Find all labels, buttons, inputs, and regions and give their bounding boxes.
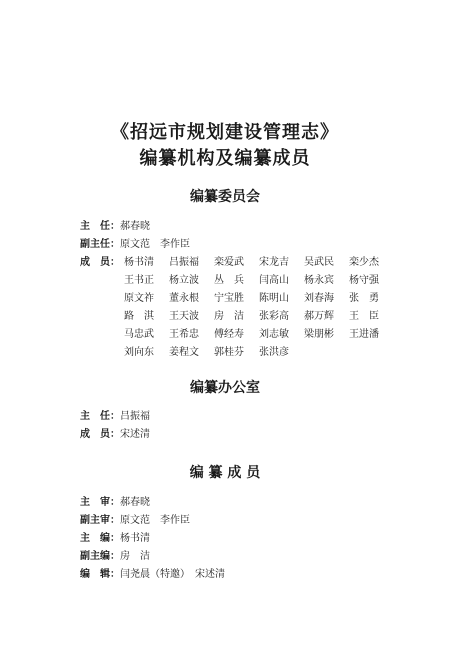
member-name: 张彩高 bbox=[259, 311, 289, 322]
member-name: 张洪彦 bbox=[259, 347, 289, 358]
committee-vice-label: 副主任： bbox=[80, 239, 120, 250]
member-name: 宁宝胜 bbox=[214, 293, 244, 304]
member-name: 刘志敏 bbox=[259, 329, 289, 340]
committee-director: 郝春晓 bbox=[120, 221, 150, 232]
member-name: 杨永宾 bbox=[304, 275, 334, 286]
committee-members-row bbox=[80, 257, 120, 269]
committee-heading: 编纂委员会 bbox=[190, 189, 260, 205]
member-name: 姜程文 bbox=[169, 347, 199, 358]
member-name: 陈明山 bbox=[259, 293, 289, 304]
members-row bbox=[124, 275, 394, 287]
editors-compile-label: 编 辑： bbox=[80, 569, 120, 580]
editors-editor: 杨书清 bbox=[120, 533, 150, 544]
title-line-1: 《招远市规划建设管理志》 bbox=[111, 122, 339, 143]
member-name: 王书正 bbox=[124, 275, 154, 286]
member-name: 王希忠 bbox=[169, 329, 199, 340]
members-row bbox=[124, 347, 304, 359]
editors-compile-row bbox=[80, 569, 225, 581]
editors-chief: 郝春晓 bbox=[120, 497, 150, 508]
member-name: 马忠武 bbox=[124, 329, 154, 340]
editors-vice-chief: 原文范 李作臣 bbox=[120, 515, 190, 526]
office-members: 宋述清 bbox=[120, 429, 150, 440]
member-name: 王进潘 bbox=[349, 329, 379, 340]
editors-heading: 编 纂 成 员 bbox=[189, 465, 261, 481]
committee-vice: 原文范 李作臣 bbox=[120, 239, 190, 250]
editors-editor-label: 主 编： bbox=[80, 533, 120, 544]
editors-chief-label: 主 审： bbox=[80, 497, 120, 508]
office-director-label: 主 任： bbox=[80, 411, 120, 422]
editors-chief-row bbox=[80, 497, 150, 509]
office-heading: 编纂办公室 bbox=[190, 380, 260, 396]
member-name: 吴武民 bbox=[304, 257, 334, 268]
member-name: 丛 兵 bbox=[214, 275, 244, 286]
members-row bbox=[124, 257, 394, 269]
committee-vice-row bbox=[80, 239, 190, 251]
editors-editor-row bbox=[80, 533, 150, 545]
office-members-row bbox=[80, 429, 150, 441]
office-director: 吕振福 bbox=[120, 411, 150, 422]
member-name: 路 淇 bbox=[124, 311, 154, 322]
member-name: 刘春海 bbox=[304, 293, 334, 304]
committee-members-label: 成 员： bbox=[80, 257, 120, 268]
member-name: 董永根 bbox=[169, 293, 199, 304]
member-name: 闫高山 bbox=[259, 275, 289, 286]
editors-vice-chief-row bbox=[80, 515, 190, 527]
members-row bbox=[124, 293, 394, 305]
editors-compile: 闫尧晨（特邀） 宋述清 bbox=[120, 569, 225, 580]
office-director-row bbox=[80, 411, 150, 423]
committee-director-row bbox=[80, 221, 150, 233]
members-row bbox=[124, 311, 394, 323]
member-name: 栾少杰 bbox=[349, 257, 379, 268]
member-name: 王天波 bbox=[169, 311, 199, 322]
member-name: 傅经寿 bbox=[214, 329, 244, 340]
member-name: 梁朋彬 bbox=[304, 329, 334, 340]
member-name: 杨书清 bbox=[124, 257, 154, 268]
member-name: 刘向东 bbox=[124, 347, 154, 358]
member-name: 原文祚 bbox=[124, 293, 154, 304]
member-name: 郭桂芬 bbox=[214, 347, 244, 358]
member-name: 宋龙吉 bbox=[259, 257, 289, 268]
member-name: 杨立波 bbox=[169, 275, 199, 286]
editors-vice-editor: 房 洁 bbox=[120, 551, 150, 562]
member-name: 郝万辉 bbox=[304, 311, 334, 322]
members-row bbox=[124, 329, 394, 341]
member-name: 房 洁 bbox=[214, 311, 244, 322]
editors-vice-editor-label: 副主编： bbox=[80, 551, 120, 562]
member-name: 栾爱武 bbox=[214, 257, 244, 268]
editors-vice-chief-label: 副主审： bbox=[80, 515, 120, 526]
editors-vice-editor-row bbox=[80, 551, 150, 563]
committee-director-label: 主 任： bbox=[80, 221, 120, 232]
member-name: 张 勇 bbox=[349, 293, 379, 304]
member-name: 杨守强 bbox=[349, 275, 379, 286]
member-name: 王 臣 bbox=[349, 311, 379, 322]
title-line-2: 编纂机构及编纂成员 bbox=[139, 148, 311, 169]
member-name: 吕振福 bbox=[169, 257, 199, 268]
office-members-label: 成 员： bbox=[80, 429, 120, 440]
